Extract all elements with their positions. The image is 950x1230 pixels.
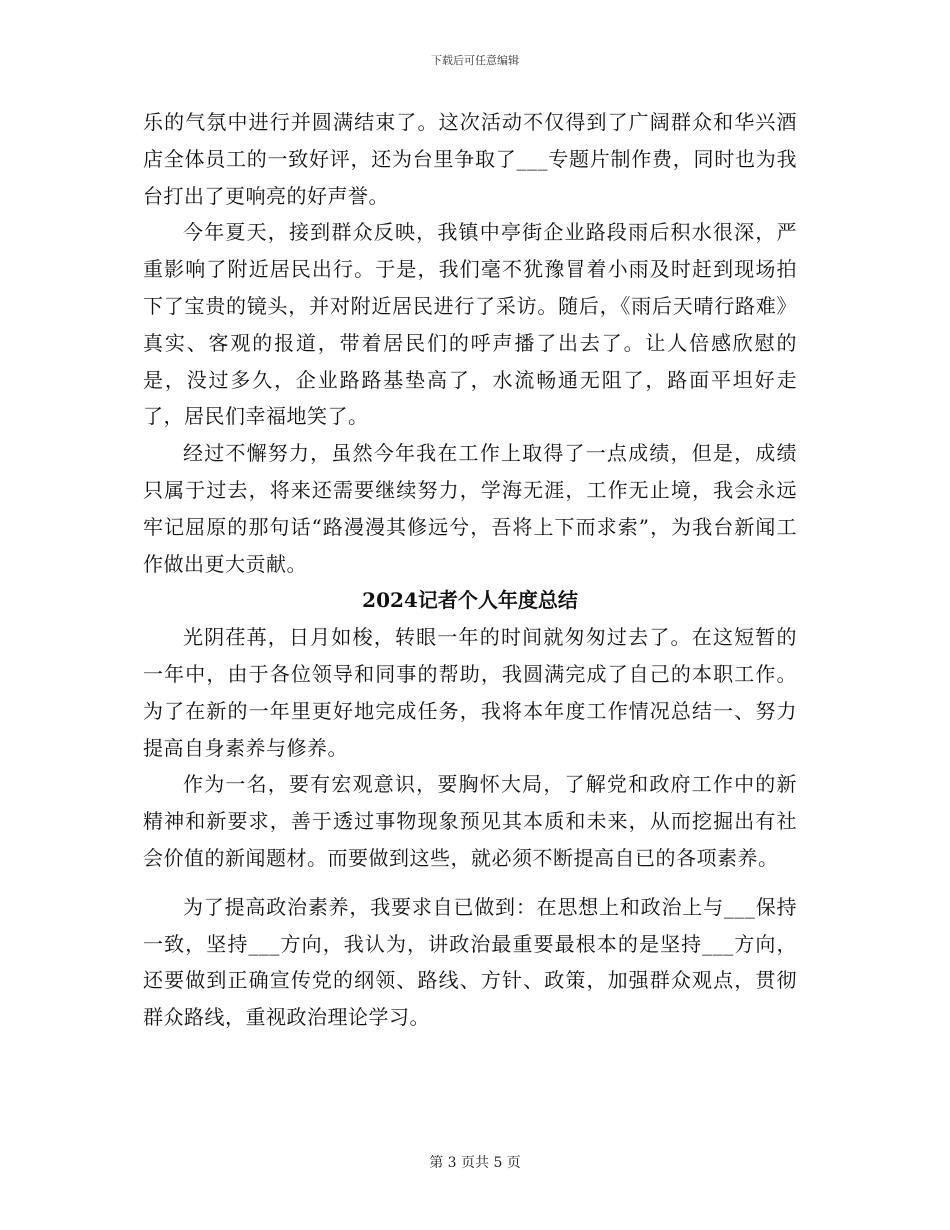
paragraph-awareness: 作为一名，要有宏观意识，要胸怀大局，了解党和政府工作中的新精神和新要求，善于透过事物现象预见其本质和未来，从而挖掘出有社会价值的新闻题材。而要做到这些，就必须不断提高自已的各项素养。 bbox=[143, 772, 797, 870]
paragraph-conclusion: 经过不懈努力，虽然今年我在工作上取得了一点成绩，但是，成绩只属于过去，将来还需要继续努力，学海无涯，工作无止境，我会永远牢记屈原的那句话“路漫漫其修远兮，吾将上下而求索”，为我台新闻工作做出更大贡献。 bbox=[143, 441, 797, 576]
paragraph-continued: 乐的气氛中进行并圆满结束了。这次活动不仅得到了广阔群众和华兴酒店全体员工的一致好评，还为台里争取了___专题片制作费，同时也为我台打出了更响亮的好声誉。 bbox=[143, 110, 797, 208]
page-header: 下载后可任意编辑 bbox=[431, 54, 519, 67]
paragraph-political-quality: 为了提高政治素养，我要求自已做到：在思想上和政治上与___保持一致，坚持___方向，我认为，讲政治最重要最根本的是坚持___方向，还要做到正确宣传党的纲领、路线、方针、政策，加强群众观点，贯彻群众路线，重视政治理论学习。 bbox=[143, 894, 797, 1030]
page-number: 第 3 页共 5 页 bbox=[429, 1155, 521, 1171]
paragraph-intro: 光阴荏苒，日月如梭，转眼一年的时间就匆匆过去了。在这短暂的一年中，由于各位领导和同事的帮助，我圆满完成了自己的本职工作。为了在新的一年里更好地完成任务，我将本年度工作情况总结一、努力提高自身素养与修养。 bbox=[143, 625, 797, 760]
paragraph-summer-report: 今年夏天，接到群众反映，我镇中亭街企业路段雨后积水很深，严重影响了附近居民出行。于是，我们毫不犹豫冒着小雨及时赶到现场拍下了宝贵的镜头，并对附近居民进行了采访。随后，《雨后天晴行路难》真实、客观的报道，带着居民们的呼声播了出去了。让人倍感欣慰的是，没过多久，企业路路基垫高了，水流畅通无阻了，路面平坦好走了，居民们幸福地笑了。 bbox=[143, 220, 797, 429]
document-body bbox=[143, 104, 797, 1036]
section-title: 2024记者个人年度总结 bbox=[362, 588, 578, 613]
